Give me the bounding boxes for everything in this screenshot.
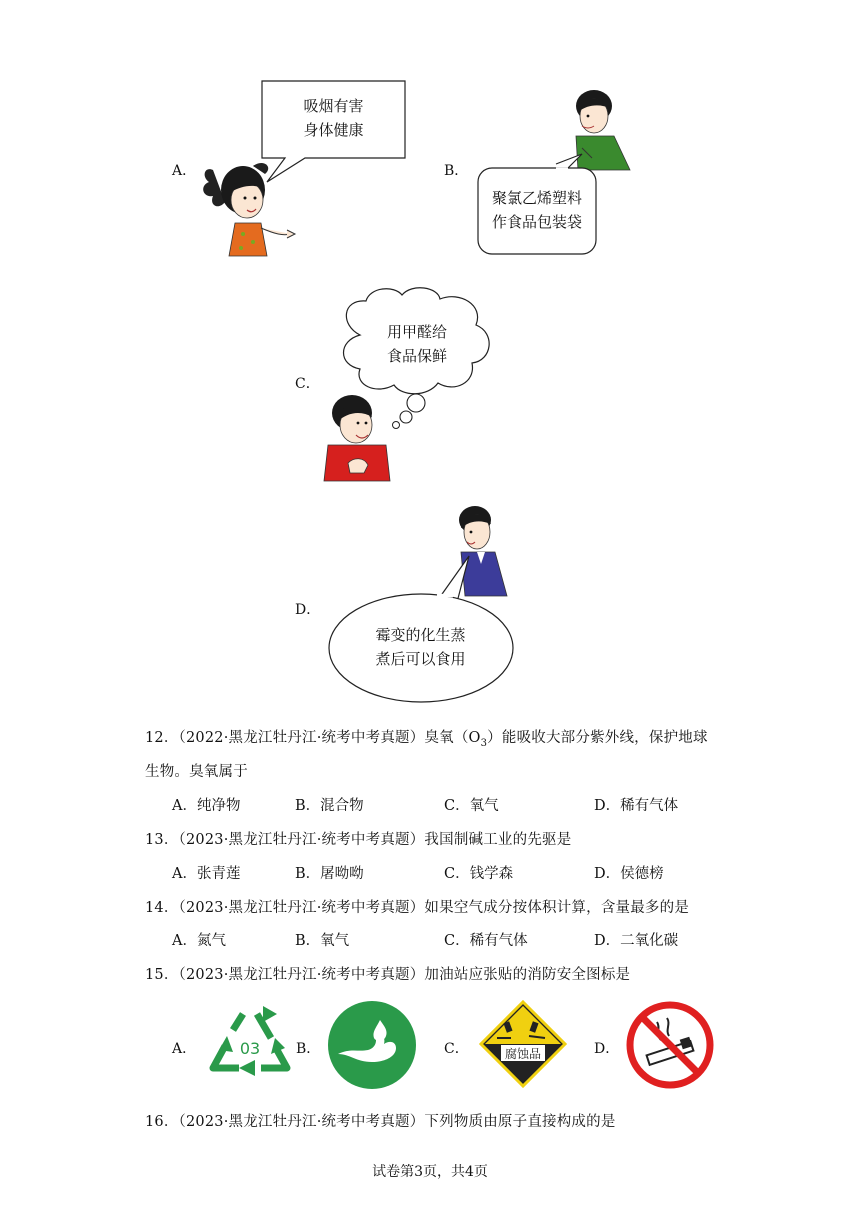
corrosive-icon [479,1000,567,1088]
no-smoking-icon [625,1000,715,1090]
option-a-label: A． [172,163,197,179]
option-d-bubble-text: 霉变的化生蒸 煮后可以食用 [375,626,466,668]
svg-text:腐蚀品: 腐蚀品 [504,1047,542,1061]
q12-option-d: D．稀有气体 [594,798,679,814]
q14-option-b: B．氧气 [295,933,350,949]
boy-figure [324,395,390,481]
water-drop-icon [326,1000,418,1090]
option-b-label: B． [444,163,469,179]
option-b-bubble-text: 聚氯乙烯塑料 作食品包装袋 [491,189,582,231]
question-16: 16．（2023·黑龙江牡丹江·统考中考真题）下列物质由原子直接构成的是 [145,1114,616,1130]
page-footer: 试卷第3页，共4页 [372,1164,488,1180]
q14-option-a: A．氮气 [172,933,226,949]
question-14: 14．（2023·黑龙江牡丹江·统考中考真题）如果空气成分按体积计算，含量最多的是 [145,900,690,916]
q15-option-a-label: A． [172,1041,197,1057]
q13-option-b: B．屠呦呦 [295,866,364,882]
q13-option-a: A．张青莲 [172,866,241,882]
girl-figure [203,163,295,256]
question-12: 12．（2022·黑龙江牡丹江·统考中考真题）臭氧$(O_3)$能吸收大部分紫外线，保护地球 [145,730,708,749]
option-c-bubble-text: 用甲醛给 食品保鲜 [386,323,447,365]
option-a-bubble-text: 吸烟有害 身体健康 [303,97,364,139]
q12-option-c: C．氧气 [444,798,499,814]
option-c-illustration [320,285,500,483]
man-figure [459,506,507,596]
boy-figure [576,90,630,170]
question-12-line2: 生物。臭氧属于 [145,764,248,780]
q12-option-b: B．混合物 [295,798,364,814]
option-d-label: D． [295,602,321,618]
q13-option-d: D．侯德榜 [594,866,664,882]
q15-option-d-label: D． [594,1041,620,1057]
recycle-icon [205,1002,295,1084]
question-13: 13．（2023·黑龙江牡丹江·统考中考真题）我国制碱工业的先驱是 [145,832,572,848]
q13-option-c: C．钱学森 [444,866,514,882]
q15-option-b-label: B． [296,1041,321,1057]
q15-option-c-label: C． [444,1041,469,1057]
q14-option-d: D．二氧化碳 [594,933,679,949]
option-d-illustration [325,500,525,705]
question-15: 15．（2023·黑龙江牡丹江·统考中考真题）加油站应张贴的消防安全图标是 [145,967,631,983]
option-c-label: C． [295,376,320,392]
q12-option-a: A．纯净物 [172,798,241,814]
svg-text:03: 03 [239,1039,261,1058]
q14-option-c: C．稀有气体 [444,933,528,949]
